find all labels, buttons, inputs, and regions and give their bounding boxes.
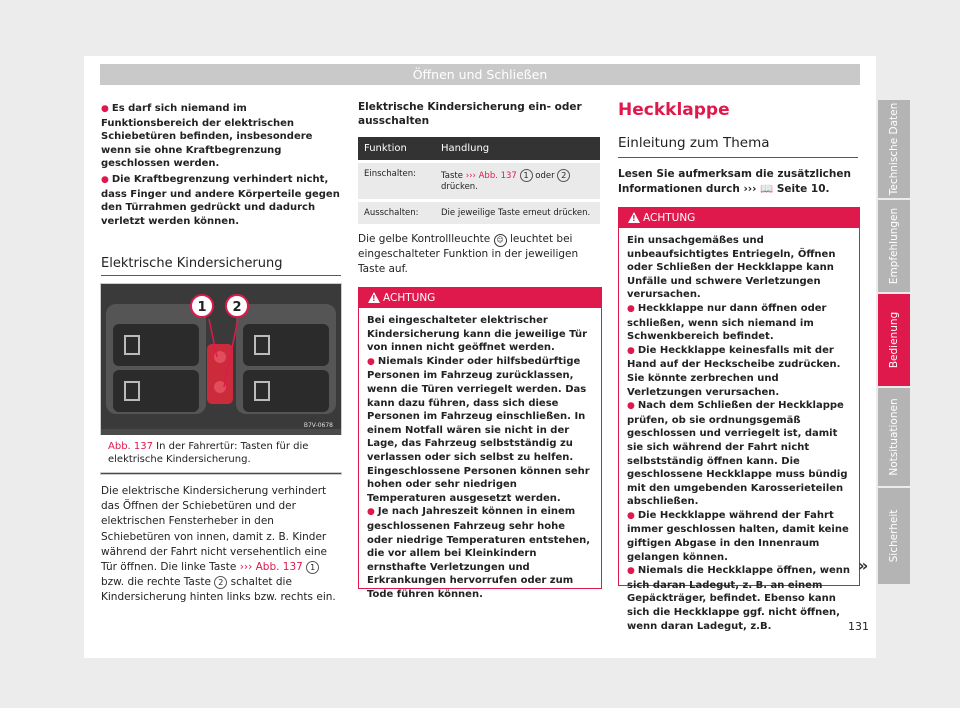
warning-bullet: ● Nach dem Schließen der Heckklappe prüfen, ob sie ordnungsgemäß geschlossen und verriegelt ist, damit sie sich während der Fahrt nicht selbstständig öffnen kann. Die geschlossene Heckklappe muss bündig mit den umgebenden Karosserieteilen abschließen.: [627, 399, 851, 509]
book-icon: 📖: [760, 183, 774, 195]
figure-caption: [108, 440, 336, 466]
child-lock-lamp-icon: ☺: [494, 234, 507, 247]
figure-code: B7V-0678: [303, 422, 333, 429]
left-warning-bullet-2: ● Die Kraftbegrenzung verhindert nicht, dass Finger und andere Körperteile gegen den Türrahmen gedrückt und dadurch verletzt werden können.: [101, 173, 341, 228]
chapter-intro: Lesen Sie aufmerksam die zusätzlichen Informationen durch ››› 📖 Seite 10.: [618, 168, 851, 195]
tab-bedienung[interactable]: Bedienung: [878, 294, 910, 386]
callout-2: 2: [232, 300, 242, 315]
warning-icon: [628, 212, 640, 223]
continue-arrow-icon: »: [858, 556, 869, 575]
callout-1: 1: [197, 300, 207, 315]
page-header: Öffnen und Schließen: [100, 64, 860, 85]
warning-box-heckklappe: ! ACHTUNG Ein unsachgemäßes und unbeaufsichtigtes Entriegeln, Öffnen oder Schließen der Heckklappe kann Unfälle und schwere Verletzungen verursachen. ● Heckklappe nur dann öffnen oder schließen, wenn sich niemand im Schwenkbereich befindet. ● Die Heckklappe keinesfalls mit der Hand auf der Heckscheibe zudrücken. Sie könnte zerbrechen und Verletzungen verursachen. ● Nach dem Schließen der Heckklappe prüfen, ob sie ordnungsgemäß geschlossen und verriegelt ist, damit sie sich während der Fahrt nicht selbstständig öffnen kann. Die geschlossene Heckklappe muss bündig mit den umgebenden Karosserieteilen abschließen. ● Die Heckklappe während der Fahrt immer geschlossen halten, damit keine giftigen Abgase in den Innenraum gelangen können. ● Niemals die Heckklappe öffnen, wenn sich daran Ladegut, z. B. an einem Gepäckträger, befindet. Ebenso kann sich die Heckklappe ggf. nicht öffnen, wenn daran Ladegut, z.B.: [618, 207, 860, 586]
table-row: Einschalten: Taste ››› Abb. 137 1 oder 2 drücken.: [358, 162, 600, 201]
table-header-funktion: Funktion: [358, 137, 435, 162]
warning-bullet: ● Die Heckklappe während der Fahrt immer geschlossen halten, damit keine giftigen Abgase in den Innenraum gelangen können.: [627, 509, 851, 564]
figure-caption-label: Abb. 137: [108, 441, 153, 452]
figure-reference: ››› Abb. 137: [239, 561, 303, 574]
section-divider: [101, 275, 341, 276]
left-body-text: Die elektrische Kindersicherung verhindert das Öffnen der Schiebetüren und der elektrischen Fensterheber in den Schiebetüren von innen, damit z. B. Kinder während der Fahrt nicht versehentlich eine Tür öffnen. Die linke Taste ››› Abb. 137 1 bzw. die rechte Taste 2 schaltet die Kindersicherung hinten links bzw. rechts ein.: [101, 485, 336, 604]
left-column: [101, 102, 341, 228]
warning-icon: [368, 292, 380, 303]
tab-empfehlungen[interactable]: Empfehlungen: [878, 200, 910, 292]
section-title-kindersicherung: Elektrische Kindersicherung: [101, 256, 283, 271]
table-row: Ausschalten: Die jeweilige Taste erneut drücken.: [358, 201, 600, 225]
warning-bullet: ● Je nach Jahreszeit können in einem geschlossenen Fahrzeug sehr hohe oder niedrige Temperaturen entstehen, die vor allem bei Kleinkindern ernsthafte Verletzungen und Erkrankungen hervorrufen oder zum Tode führen können.: [367, 505, 593, 601]
lamp-text: Die gelbe Kontrollleuchte ☺ leuchtet bei eingeschalteter Funktion in der jeweiligen Taste auf.: [358, 233, 579, 276]
page-reference-link[interactable]: Seite 10.: [776, 183, 830, 195]
page-number: 131: [848, 620, 869, 633]
tab-technische-daten[interactable]: Technische Daten: [878, 100, 910, 198]
key-number-1: 1: [306, 561, 319, 574]
table-header-handlung: Handlung: [435, 137, 600, 162]
warning-box-kindersicherung: ! ACHTUNG Bei eingeschalteter elektrischer Kindersicherung kann die jeweilige Tür von innen nicht geöffnet werden. ● Niemals Kinder oder hilfsbedürftige Personen im Fahrzeug zurücklassen, wenn die Türen verriegelt werden. Das kann dazu führen, dass sich diese Personen im Fahrzeug einschließen. In einem Notfall wären sie nicht in der Lage, das Fahrzeug selbstständig zu verlassen oder sich selbst zu helfen. Eingeschlossene Personen können sehr hohen oder sehr niedrigen Temperaturen ausgesetzt werden. ● Je nach Jahreszeit können in einem geschlossenen Fahrzeug sehr hohe oder niedrige Temperaturen entstehen, die vor allem bei Kleinkindern ernsthafte Verletzungen und Erkrankungen hervorrufen oder zum Tode führen können.: [358, 287, 602, 589]
key-number-2: 2: [214, 576, 227, 589]
warning-bullet: ● Niemals Kinder oder hilfsbedürftige Personen im Fahrzeug zurücklassen, wenn die Türen verriegelt werden. Das kann dazu führen, dass sich diese Personen im Fahrzeug einschließen. In einem Notfall wären sie nicht in der Lage, das Fahrzeug selbstständig zu verlassen oder sich selbst zu helfen. Eingeschlossene Personen können sehr hohen oder sehr niedrigen Temperaturen ausgesetzt werden.: [367, 355, 593, 506]
function-table: [358, 137, 600, 224]
tab-sicherheit[interactable]: Sicherheit: [878, 488, 910, 584]
warning-bullet: ● Heckklappe nur dann öffnen oder schließen, wenn sich niemand im Schwenkbereich befindet.: [627, 302, 851, 344]
chapter-subtitle: Einleitung zum Thema: [618, 135, 770, 151]
left-warning-bullet-1: ● Es darf sich niemand im Funktionsbereich der elektrischen Schiebetüren befinden, insbesondere wenn sie ohne Kraftbegrenzung geschlossen werden.: [101, 102, 341, 171]
warning-intro: Bei eingeschalteter elektrischer Kindersicherung kann die jeweilige Tür von innen nicht geöffnet werden.: [367, 315, 588, 354]
tab-notsituationen[interactable]: Notsituationen: [878, 388, 910, 486]
chapter-title: Heckklappe: [618, 100, 730, 120]
middle-title: Elektrische Kindersicherung ein- oder ausschalten: [358, 101, 582, 127]
warning-bullet: ● Die Heckklappe keinesfalls mit der Hand auf der Heckscheibe zudrücken. Sie könnte zerbrechen und Verletzungen verursachen.: [627, 344, 851, 399]
figure-caption-text: In der Fahrertür: Tasten für die elektrische Kindersicherung.: [108, 441, 309, 465]
warning-intro: Ein unsachgemäßes und unbeaufsichtigtes Entriegeln, Öffnen oder Schließen der Heckklappe kann Unfälle und schwere Verletzungen verursachen.: [627, 235, 836, 301]
warning-bullet: ● Niemals die Heckklappe öffnen, wenn sich daran Ladegut, z. B. an einem Gepäckträger, befindet. Ebenso kann sich die Heckklappe ggf. nicht öffnen, wenn daran Ladegut, z.B.: [627, 564, 851, 633]
